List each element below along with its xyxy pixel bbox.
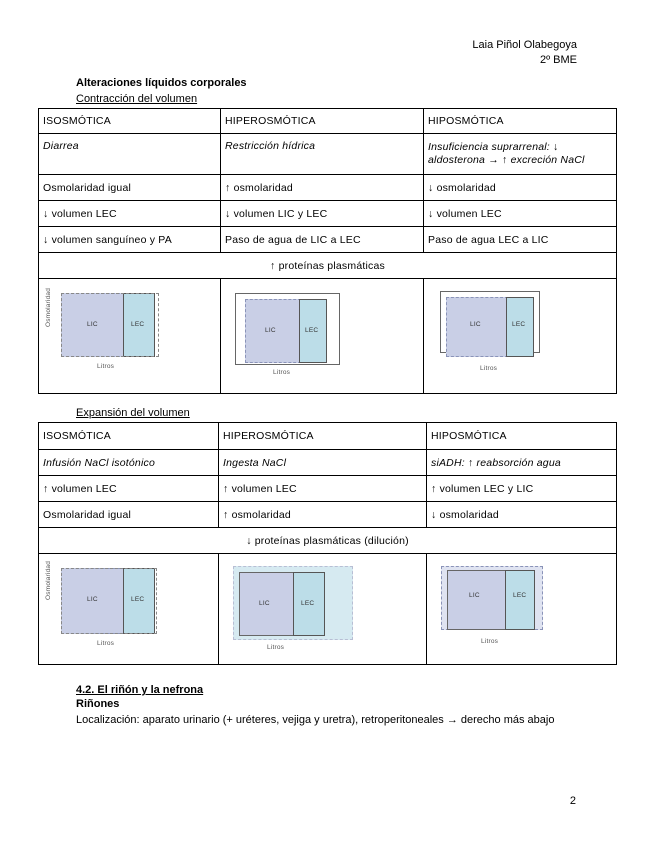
cause-cell: Ingesta NaCl: [219, 450, 427, 476]
x-axis-label: Litros: [97, 640, 115, 647]
contraction-subtitle: Contracción del volumen: [76, 93, 198, 105]
original-volume-outline: [61, 293, 159, 357]
column-header: HIPEROSMÓTICA: [219, 423, 427, 450]
x-axis-label: Litros: [267, 644, 285, 651]
table-cell: ↓ osmolaridad: [427, 502, 617, 528]
lec-label: LEC: [305, 327, 319, 334]
column-header: ISOSMÓTICA: [39, 423, 219, 450]
table-cell: ↓ volumen LIC y LEC: [221, 201, 424, 227]
table-cell: ↑ osmolaridad: [221, 175, 424, 201]
lic-label: LIC: [87, 596, 98, 603]
table-cell: ↑ volumen LEC: [219, 476, 427, 502]
table-row: [39, 175, 617, 201]
lic-label: LIC: [87, 321, 98, 328]
x-axis-label: Litros: [97, 363, 115, 370]
expansion-subtitle: Expansión del volumen: [76, 407, 190, 419]
table-header-row: [39, 109, 617, 134]
table-row: [39, 134, 617, 175]
cause-cell: siADH: ↑ reabsorción agua: [427, 450, 617, 476]
table-row: [39, 227, 617, 253]
page-number: 2: [569, 795, 576, 807]
x-axis-label: Litros: [481, 638, 499, 645]
lic-label: LIC: [470, 321, 481, 328]
lic-label: LIC: [469, 592, 480, 599]
table-row: [39, 502, 617, 528]
table-cell: Paso de agua de LIC a LEC: [221, 227, 424, 253]
lic-label: LIC: [265, 327, 276, 334]
diagram-iso-expansion: [39, 554, 219, 665]
x-axis-label: Litros: [273, 369, 291, 376]
table-cell: Paso de agua LEC a LIC: [424, 227, 617, 253]
table-cell: ↓ osmolaridad: [424, 175, 617, 201]
diagram-iso-contraction: [39, 279, 221, 394]
y-axis-label: Osmolaridad: [45, 560, 52, 600]
table-cell: Osmolaridad igual: [39, 175, 221, 201]
lec-label: LEC: [512, 321, 526, 328]
author-name: Laia Piñol Olabegoya: [472, 39, 577, 51]
diagram-row: [39, 554, 617, 665]
lec-label: LEC: [301, 600, 315, 607]
column-header: HIPEROSMÓTICA: [221, 109, 424, 134]
table-cell: ↓ volumen sanguíneo y PA: [39, 227, 221, 253]
course-label: 2º BME: [539, 54, 577, 66]
table-row: [39, 253, 617, 279]
diagram-hypo-contraction: [424, 279, 617, 394]
expansion-table: [38, 422, 617, 665]
diagram-hyper-expansion: [219, 554, 427, 665]
lic-compartment: [447, 570, 507, 630]
column-header: ISOSMÓTICA: [39, 109, 221, 134]
section-title: Alteraciones líquidos corporales: [76, 77, 247, 89]
table-row: [39, 201, 617, 227]
diagram-hyper-contraction: [221, 279, 424, 394]
table-row: [39, 476, 617, 502]
table-cell: ↓ volumen LEC: [39, 201, 221, 227]
proteins-row: ↑ proteínas plasmáticas: [39, 253, 617, 279]
column-header: HIPOSMÓTICA: [427, 423, 617, 450]
kidney-subheading: Riñones: [76, 698, 120, 710]
lec-label: LEC: [513, 592, 527, 599]
table-cell: ↑ volumen LEC y LIC: [427, 476, 617, 502]
cause-cell: Diarrea: [39, 134, 221, 175]
diagram-hypo-expansion: [427, 554, 617, 665]
table-row: [39, 450, 617, 476]
cause-cell: Infusión NaCl isotónico: [39, 450, 219, 476]
table-cell: ↑ volumen LEC: [39, 476, 219, 502]
lec-compartment: [505, 570, 535, 630]
lec-label: LEC: [131, 321, 145, 328]
proteins-row: ↓ proteínas plasmáticas (dilución): [39, 528, 617, 554]
cause-cell: Restricción hídrica: [221, 134, 424, 175]
kidney-text: Localización: aparato urinario (+ uréteres, vejiga y uretra), retroperitoneales → derecho más abajo: [76, 714, 555, 726]
table-header-row: [39, 423, 617, 450]
x-axis-label: Litros: [480, 365, 498, 372]
table-cell: ↓ volumen LEC: [424, 201, 617, 227]
diagram-row: [39, 279, 617, 394]
contraction-table: [38, 108, 617, 394]
lic-label: LIC: [259, 600, 270, 607]
y-axis-label: Osmolaridad: [45, 287, 52, 327]
table-row: [39, 528, 617, 554]
column-header: HIPOSMÓTICA: [424, 109, 617, 134]
kidney-heading: 4.2. El riñón y la nefrona: [76, 684, 204, 696]
lec-label: LEC: [131, 596, 145, 603]
cause-cell: Insuficiencia suprarrenal: ↓ aldosterona → ↑ excreción NaCl: [424, 134, 617, 175]
table-cell: ↑ osmolaridad: [219, 502, 427, 528]
table-cell: Osmolaridad igual: [39, 502, 219, 528]
